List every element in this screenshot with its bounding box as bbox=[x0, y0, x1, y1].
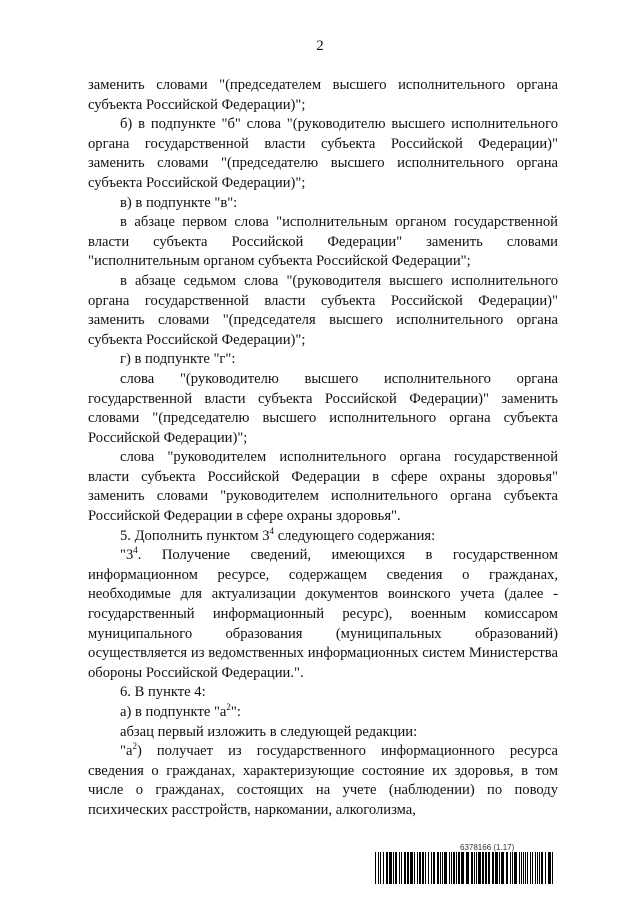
paragraph-2: б) в подпункте "б" слова "(руководителю высшего исполнительного органа государственной власти субъекта Российской Федерации)" заменить словами "(председателю высшего исполнительного органа субъекта Российской Федерации)"; bbox=[88, 116, 558, 191]
paragraph-9-sup: 4 bbox=[269, 525, 275, 536]
paragraph-3: в) в подпункте "в": bbox=[120, 194, 238, 211]
paragraph-1: заменить словами "(председателем высшего исполнительного органа субъекта Российской Федерации)"; bbox=[88, 77, 558, 113]
barcode bbox=[375, 852, 555, 884]
paragraph-9-post: следующего содержания: bbox=[274, 527, 436, 544]
paragraph-4: в абзаце первом слова "исполнительным органом государственной власти субъекта Российской Федерации" заменить словами "исполнительным органом субъекта Российской Федерации"; bbox=[88, 214, 558, 270]
paragraph-14 bbox=[88, 742, 558, 820]
paragraph-7: слова "(руководителю высшего исполнительного органа государственной власти субъекта Российской Федерации)" заменить словами "(председателю высшего исполнительного органа субъекта Российской Федерации)"; bbox=[88, 370, 558, 446]
paragraph-5: в абзаце седьмом слова "(руководителя высшего исполнительного органа государственной власти субъекта Российской Федерации)" заменить словами "(председателя высшего исполнительного органа субъекта Российской Федерации)"; bbox=[88, 272, 558, 348]
document-code: 6378166 (1.17) bbox=[460, 843, 515, 852]
paragraph-6: г) в подпункте "г": bbox=[120, 351, 236, 368]
paragraph-13: абзац первый изложить в следующей редакции: bbox=[120, 723, 418, 740]
paragraph-12 bbox=[88, 703, 558, 723]
paragraph-12-post: ": bbox=[230, 704, 241, 720]
paragraph-14-pre: "а bbox=[120, 743, 133, 760]
paragraph-8: слова "руководителем исполнительного органа государственной власти субъекта Российской Федерации в сфере охраны здоровья" заменить словами "руководителем исполнительного органа субъекта Российской Федерации в сфере охраны здоровья". bbox=[88, 449, 558, 525]
paragraph-9 bbox=[88, 527, 558, 547]
paragraph-12-pre: а) в подпункте "а bbox=[120, 704, 227, 720]
paragraph-11: 6. В пункте 4: bbox=[120, 684, 206, 701]
paragraph-10-pre: "3 bbox=[120, 547, 134, 564]
paragraph-14-post: ) получает из государственного информационного ресурса сведения о гражданах, характеризующие состояние их здоровья, в том числе о гражданах, состоящих на учете (наблюдении) по поводу психических расстройств, наркомании, алкоголизма, bbox=[88, 743, 558, 818]
document-body bbox=[88, 76, 558, 821]
paragraph-9-pre: 5. Дополнить пунктом 3 bbox=[120, 527, 270, 544]
page-number: 2 bbox=[316, 38, 324, 54]
paragraph-12-sup: 2 bbox=[226, 702, 231, 713]
paragraph-10-sup: 4 bbox=[133, 545, 138, 556]
paragraph-10-post: . Получение сведений, имеющихся в государственном информационном ресурсе, содержащем сведения о гражданах, необходимые для актуализации документов воинского учета (далее - государственный информационный ресурс), военным комиссаром муниципального образования (муниципальных образований) осуществляется из ведомственных информационных систем Министерства обороны Российской Федерации.". bbox=[88, 547, 558, 681]
paragraph-14-sup: 2 bbox=[132, 741, 137, 752]
paragraph-10 bbox=[88, 546, 558, 683]
